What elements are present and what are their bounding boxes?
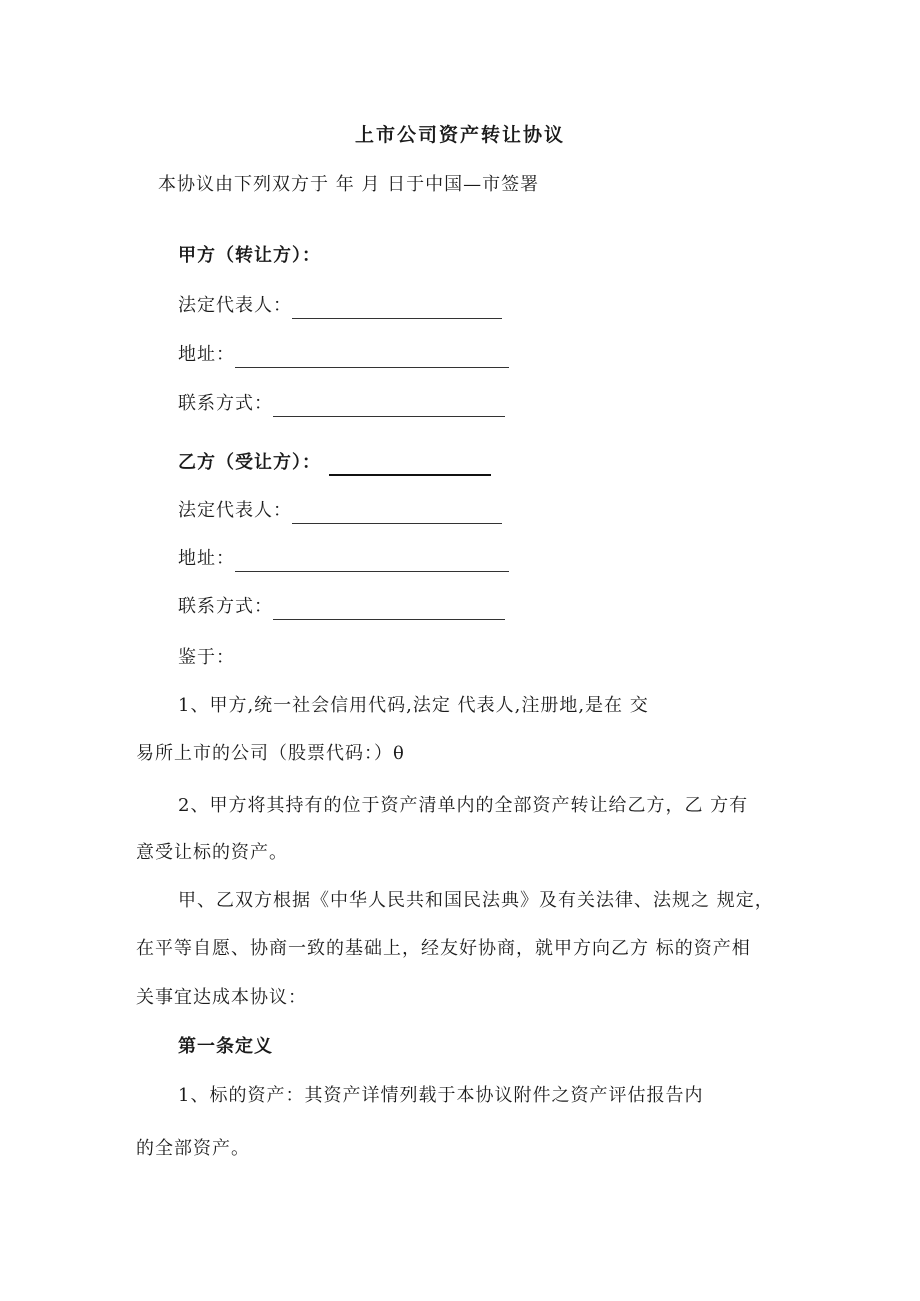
party-a-contact-field	[178, 391, 505, 417]
paragraph-3-line-3: 关事宜达成本协议：	[136, 987, 307, 1008]
recital-1-line-2: 易所上市的公司（股票代码：）θ	[136, 743, 405, 764]
recital-2-line-2: 意受让标的资产。	[136, 842, 288, 863]
party-a-heading: 甲方（转让方）：	[178, 245, 321, 266]
party-b-heading: 乙方（受让方）：	[178, 452, 321, 473]
party-a-rep-label: 法定代表人：	[178, 295, 292, 316]
definition-1-line-1: 1、标的资产：其资产详情列载于本协议附件之资产评估报告内	[178, 1085, 704, 1106]
recital-1-line-1: 1、甲方,统一社会信用代码,法定 代表人,注册地,是在 交	[178, 695, 649, 716]
party-b-rep-field	[178, 498, 502, 524]
party-b-address-label: 地址：	[178, 548, 235, 569]
whereas-label: 鉴于：	[178, 647, 235, 668]
party-a-contact-blank	[273, 398, 505, 417]
party-b-rep-label: 法定代表人：	[178, 500, 292, 521]
party-b-heading-field	[178, 450, 491, 476]
intro-line: 本协议由下列双方于 年 月 日于中国—市签署	[158, 174, 540, 195]
recital-2-line-1: 2、甲方将其持有的位于资产清单内的全部资产转让给乙方，乙 方有	[178, 795, 749, 816]
party-b-rep-blank	[292, 505, 502, 524]
article-1-heading: 第一条定义	[178, 1036, 273, 1057]
party-a-contact-label: 联系方式：	[178, 393, 273, 414]
party-b-blank	[329, 456, 491, 476]
definition-1-line-2: 的全部资产。	[136, 1138, 250, 1159]
party-b-contact-blank	[273, 601, 505, 620]
party-a-address-label: 地址：	[178, 344, 235, 365]
paragraph-3-line-2: 在平等自愿、协商一致的基础上，经友好协商，就甲方向乙方 标的资产相	[136, 938, 751, 959]
party-a-rep-blank	[292, 300, 502, 319]
document-title: 上市公司资产转让协议	[354, 124, 565, 146]
party-b-address-field	[178, 546, 509, 572]
party-b-contact-field	[178, 594, 505, 620]
party-b-address-blank	[235, 553, 509, 572]
party-a-address-field	[178, 342, 509, 368]
party-a-rep-field	[178, 293, 502, 319]
party-a-address-blank	[235, 349, 509, 368]
party-b-contact-label: 联系方式：	[178, 596, 273, 617]
paragraph-3-line-1: 甲、乙双方根据《中华人民共和国民法典》及有关法律、法规之 规定，	[178, 890, 774, 911]
